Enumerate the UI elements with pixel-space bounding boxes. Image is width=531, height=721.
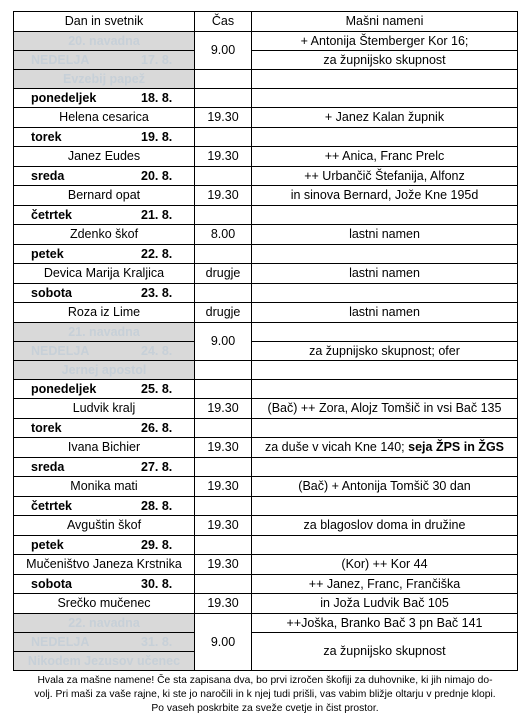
- week2-saint-row: [14, 361, 518, 380]
- intent-text: za duše v vicah Kne 140;: [264, 440, 409, 455]
- day-date: 29. 8.: [141, 537, 173, 552]
- intent-top: [252, 245, 518, 264]
- intent-cell: [252, 594, 518, 614]
- week1-title-row: [14, 32, 518, 51]
- day-date: 28. 8.: [141, 498, 173, 513]
- mass-schedule-table: [13, 11, 518, 671]
- empty-cell: [195, 245, 252, 264]
- mass-time: 19.30: [195, 555, 252, 575]
- saint-row: [14, 438, 518, 458]
- empty-cell: [195, 70, 252, 89]
- day-cell: [14, 206, 195, 225]
- day-cell: [14, 419, 195, 438]
- intent-cell: [252, 264, 518, 284]
- week2-sunday-row: [14, 342, 518, 361]
- week1-sunday-name: NEDELJA: [31, 52, 90, 67]
- day-row: [14, 380, 518, 399]
- day-cell: [14, 128, 195, 147]
- saint-name: Bernard opat: [14, 186, 195, 206]
- day-name: četrtek: [31, 498, 72, 513]
- intent-top: [252, 536, 518, 555]
- intent-top: [252, 419, 518, 438]
- day-name: ponedeljek: [31, 90, 97, 105]
- empty-cell: [195, 458, 252, 477]
- week1-saint-row: [14, 70, 518, 89]
- day-date: 26. 8.: [141, 420, 173, 435]
- intent-text: in sinova Bernard, Jože Kne 195d: [290, 188, 479, 203]
- saint-row: [14, 516, 518, 536]
- intent-top: [252, 89, 518, 108]
- week2-saint: Jernej apostol: [14, 361, 195, 380]
- intent-cell: [252, 399, 518, 419]
- intent-top: [252, 497, 518, 516]
- week2-title: 21. navadna: [14, 323, 195, 342]
- day-cell: [14, 167, 195, 186]
- empty-cell: [195, 575, 252, 594]
- day-row: [14, 284, 518, 303]
- week3-sunday-date: 31. 8.: [141, 634, 173, 649]
- empty-cell: [195, 128, 252, 147]
- intent-top: [252, 458, 518, 477]
- day-date: 27. 8.: [141, 459, 173, 474]
- saint-row: [14, 477, 518, 497]
- saint-row: [14, 555, 518, 575]
- intent-text: lastni namen: [349, 305, 420, 320]
- day-row: [14, 536, 518, 555]
- saint-name: Avguštin škof: [14, 516, 195, 536]
- day-cell: [14, 575, 195, 594]
- day-name: sreda: [31, 168, 65, 183]
- footer-line-2: volj. Pri maši za vaše rajne, ki ste jo naročili in k njej tudi prišli, vas vabim bližje oltarju v prednje klopi.: [34, 689, 496, 700]
- saint-name: Ludvik kralj: [14, 399, 195, 419]
- intent-top: ++ Urbančič Štefanija, Alfonz: [252, 167, 518, 186]
- day-row: [14, 575, 518, 594]
- empty-cell: [195, 536, 252, 555]
- week2-intent1: [252, 323, 518, 342]
- saint-name: Srečko mučenec: [14, 594, 195, 614]
- saint-name: Helena cesarica: [14, 108, 195, 128]
- day-name: torek: [31, 129, 62, 144]
- day-date: 22. 8.: [141, 246, 173, 261]
- week2-sunday-label: [14, 342, 195, 361]
- day-row: [14, 128, 518, 147]
- saint-name: Zdenko škof: [14, 225, 195, 245]
- week3-sunday-label: [14, 633, 195, 652]
- day-row: [14, 89, 518, 108]
- intent-cell: [252, 438, 518, 458]
- week3-intent2: za župnijsko skupnost: [252, 633, 518, 671]
- day-row: [14, 419, 518, 438]
- saint-name: Mučeništvo Janeza Krstnika: [14, 555, 195, 575]
- week2-intent2-text: za župnijsko skupnost; ofer: [309, 343, 460, 358]
- intent-cell: [252, 225, 518, 245]
- week2-sunday-date: 24. 8.: [141, 343, 173, 358]
- empty-cell: [195, 89, 252, 108]
- intent-cell: [252, 555, 518, 575]
- mass-time: 19.30: [195, 186, 252, 206]
- day-date: 19. 8.: [141, 129, 173, 144]
- saint-row: [14, 264, 518, 284]
- empty-cell: [195, 380, 252, 399]
- saint-row: [14, 594, 518, 614]
- header-day: Dan in svetnik: [14, 12, 195, 32]
- day-name: petek: [31, 246, 64, 261]
- week2-sunday-name: NEDELJA: [31, 343, 90, 358]
- header-row: [14, 12, 518, 32]
- week3-title: 22. navadna: [14, 614, 195, 633]
- intent-top: ++ Janez, Franc, Frančiška: [252, 575, 518, 594]
- week3-intent1: ++Joška, Branko Bač 3 pn Bač 141: [252, 614, 518, 633]
- footer-line-1: Hvala za mašne namene! Če sta zapisana dva, bo prvi izročen škofiji za duhovnike, ki jih nimajo do-: [37, 675, 493, 686]
- week1-intent2: za župnijsko skupnost: [252, 51, 518, 70]
- saint-name: Janez Eudes: [14, 147, 195, 167]
- intent-cell: [252, 186, 518, 206]
- day-date: 25. 8.: [141, 381, 173, 396]
- saint-row: [14, 147, 518, 167]
- day-cell: [14, 536, 195, 555]
- empty-cell: [195, 206, 252, 225]
- mass-time: drugje: [195, 264, 252, 284]
- week1-title: 20. navadna: [14, 32, 195, 51]
- empty-cell: [252, 70, 518, 89]
- week1-days: [14, 89, 518, 323]
- day-row: [14, 458, 518, 477]
- day-row: [14, 167, 518, 186]
- day-cell: [14, 245, 195, 264]
- day-name: petek: [31, 537, 64, 552]
- intent-text: (Kor) ++ Kor 44: [341, 557, 428, 572]
- day-name: sobota: [31, 285, 72, 300]
- week2-title-row: [14, 323, 518, 342]
- intent-text: lastni namen: [349, 227, 420, 242]
- day-name: ponedeljek: [31, 381, 97, 396]
- week1-sunday-label: [14, 51, 195, 70]
- day-name: sobota: [31, 576, 72, 591]
- mass-time: 19.30: [195, 147, 252, 167]
- empty-cell: [195, 419, 252, 438]
- day-date: 20. 8.: [141, 168, 173, 183]
- mass-time: 8.00: [195, 225, 252, 245]
- saint-row: [14, 225, 518, 245]
- week3-saint: Nikodem Jezusov učenec: [14, 652, 195, 671]
- mass-time: 19.30: [195, 477, 252, 497]
- week3-sunday-name: NEDELJA: [31, 634, 90, 649]
- saint-row: [14, 303, 518, 323]
- header-time: Čas: [195, 12, 252, 32]
- week2-days: [14, 380, 518, 614]
- intent-cell: [252, 147, 518, 167]
- mass-time: 19.30: [195, 438, 252, 458]
- saint-name: Ivana Bichier: [14, 438, 195, 458]
- empty-cell: [195, 497, 252, 516]
- day-date: 21. 8.: [141, 207, 173, 222]
- intent-text: za blagoslov doma in družine: [303, 518, 466, 533]
- day-name: četrtek: [31, 207, 72, 222]
- saint-row: [14, 108, 518, 128]
- intent-cell: [252, 108, 518, 128]
- intent-bold-text: seja ŽPS in ŽGS: [408, 440, 505, 455]
- intent-top: [252, 284, 518, 303]
- footer-note: [13, 674, 517, 716]
- week2-intent2: [252, 342, 518, 361]
- mass-time: drugje: [195, 303, 252, 323]
- week3-sunday-time: 9.00: [195, 614, 252, 671]
- empty-cell: [195, 284, 252, 303]
- week1-sunday-row: [14, 51, 518, 70]
- intent-top: [252, 380, 518, 399]
- saint-row: [14, 186, 518, 206]
- saint-name: Devica Marija Kraljica: [14, 264, 195, 284]
- mass-time: 19.30: [195, 516, 252, 536]
- empty-cell: [195, 167, 252, 186]
- intent-text: lastni namen: [349, 266, 420, 281]
- saint-name: Monika mati: [14, 477, 195, 497]
- week2-sunday-time: 9.00: [195, 323, 252, 361]
- day-date: 23. 8.: [141, 285, 173, 300]
- intent-top: [252, 128, 518, 147]
- day-name: sreda: [31, 459, 65, 474]
- footer-line-3: Po vaseh poskrbite za sveže cvetje in čist prostor.: [151, 703, 379, 714]
- intent-text: (Bač) + Antonija Tomšič 30 dan: [298, 479, 471, 494]
- intent-text: + Janez Kalan župnik: [324, 110, 445, 125]
- intent-top: [252, 206, 518, 225]
- intent-text: ++ Anica, Franc Prelc: [324, 149, 445, 164]
- day-row: [14, 206, 518, 225]
- day-row: [14, 245, 518, 264]
- week1-saint: Evzebij papež: [14, 70, 195, 89]
- empty-cell: [252, 361, 518, 380]
- day-cell: [14, 458, 195, 477]
- saint-row: [14, 399, 518, 419]
- intent-text: in Joža Ludvik Bač 105: [320, 596, 449, 611]
- day-cell: [14, 380, 195, 399]
- intent-cell: [252, 477, 518, 497]
- intent-cell: [252, 303, 518, 323]
- day-cell: [14, 284, 195, 303]
- day-date: 18. 8.: [141, 90, 173, 105]
- week3-sunday-row: [14, 633, 518, 652]
- header-intentions: Mašni nameni: [252, 12, 518, 32]
- day-cell: [14, 89, 195, 108]
- intent-text: (Bač) ++ Zora, Alojz Tomšič in vsi Bač 135: [267, 401, 502, 416]
- saint-name: Roza iz Lime: [14, 303, 195, 323]
- day-date: 30. 8.: [141, 576, 173, 591]
- empty-cell: [195, 361, 252, 380]
- week1-intent1: + Antonija Štemberger Kor 16;: [252, 32, 518, 51]
- week1-sunday-time: 9.00: [195, 32, 252, 70]
- intent-cell: [252, 516, 518, 536]
- week1-sunday-date: 17. 8.: [141, 52, 173, 67]
- week3-title-row: [14, 614, 518, 633]
- day-cell: [14, 497, 195, 516]
- day-name: torek: [31, 420, 62, 435]
- mass-time: 19.30: [195, 594, 252, 614]
- day-row: [14, 497, 518, 516]
- mass-time: 19.30: [195, 399, 252, 419]
- mass-time: 19.30: [195, 108, 252, 128]
